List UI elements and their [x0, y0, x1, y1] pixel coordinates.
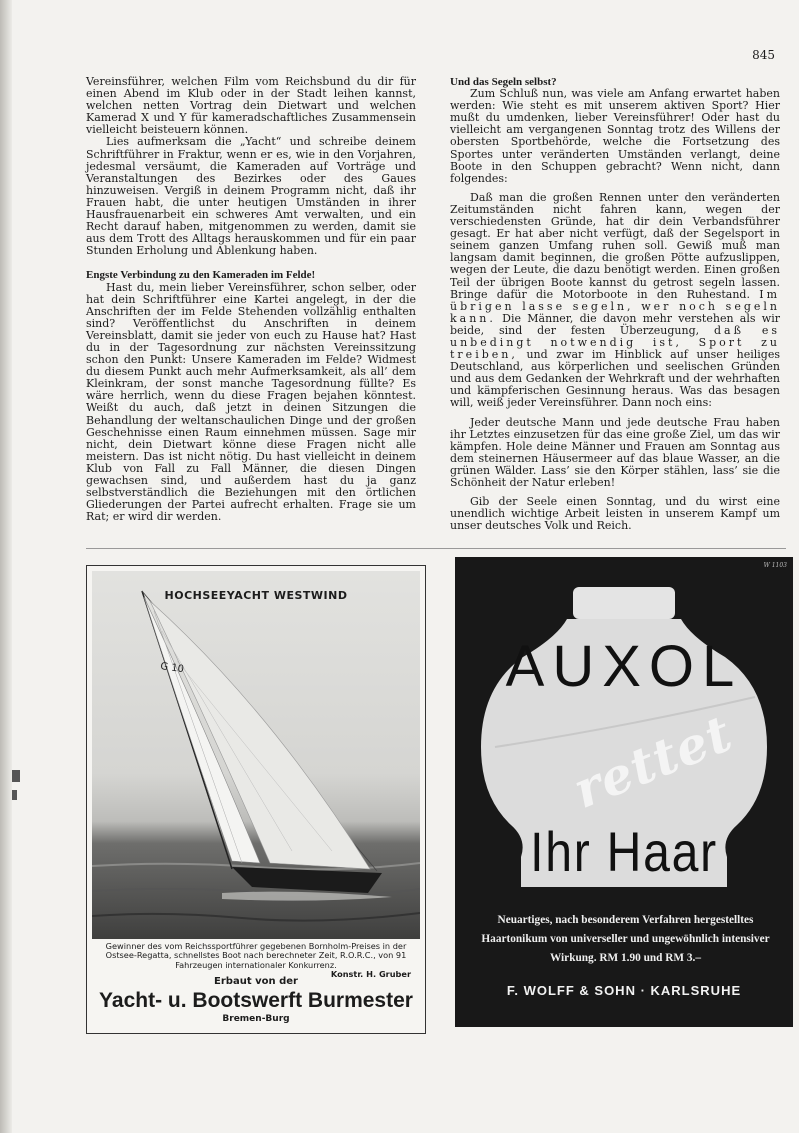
- paragraph: Jeder deutsche Mann und jede deutsche Frau haben ihr Letztes einzusetzen für das eine große Ziel, um das wir kämpfen. Hole deine Männer und Frauen am Sonntag aus dem steinernen Häusermeer auf das blaue Wasser, an die grünen Wälder. Lass’ sie den Körper stählen, lass’ sie die Schönheit der Natur erleben!: [450, 415, 780, 489]
- auxol-advertisement: [455, 557, 793, 1027]
- manufacturer: F. WOLFF & SOHN · KARLSRUHE: [506, 983, 742, 998]
- shipyard-name: Yacht- u. Bootswerft Burmester: [99, 989, 413, 1012]
- ad-code: W 1103: [763, 562, 787, 569]
- section-heading: Und das Segeln selbst?: [450, 76, 557, 88]
- divider: [86, 548, 786, 549]
- page-number: 845: [752, 48, 775, 62]
- product-description: Neuartiges, nach besonderem Verfahren hergestelltes Haartonikum von universeller und ungewöhnlich intensiver Wirkung. RM 1.90 und RM 3.–: [481, 914, 770, 964]
- script-slogan: rettet: [564, 703, 741, 820]
- yacht-advertisement: [86, 565, 426, 1034]
- tagline: Ihr Haar: [530, 820, 718, 883]
- spaced-text: Im übrigen lasse segeln, wer noch segeln kann.: [450, 287, 780, 325]
- paragraph: Lies aufmerksam die „Yacht“ und schreibe deinem Schriftführer in Fraktur, wenn er es, wie in den Vorjahren, jedesmal versäumt, die Kameraden auf Vorträge und Veranstaltungen des Bezirkes oder des Gaues hinzuweisen. Vergiß in deinem Programm nicht, daß ihr Frauen habt, die unter heutigen Umständen in ihrer Hausfrauenarbeit ein schweres Amt verwalten, und ein Recht darauf haben, mitgenommen zu werden, damit sie aus dem Trott des Alltags herauskommen und für ein paar Stunden Erholung und Ablenkung haben.: [86, 135, 416, 258]
- spaced-text: daß es unbedingt notwendig ist, Sport zu treiben,: [450, 323, 780, 362]
- yacht-caption: Gewinner des vom Reichssportführer gegebenen Bornholm-Preises in der Ostsee-Regatta, schnellstes Boot nach berechneter Zeit, R.O.R.C., von 91 Fahrzeugen internationaler Konkurrenz.: [105, 941, 407, 970]
- paragraph: [450, 192, 780, 410]
- page-edge: [0, 0, 12, 1133]
- designer-credit: Konstr. H. Gruber: [330, 969, 411, 979]
- section-heading: Engste Verbindung zu den Kameraden im Felde!: [86, 269, 316, 282]
- shipyard-location: Bremen-Burg: [222, 1014, 290, 1024]
- binding-mark: [12, 770, 20, 782]
- photo-title: HOCHSEEYACHT WESTWIND: [164, 589, 348, 602]
- binding-mark: [12, 790, 17, 800]
- paragraph: Gib der Seele einen Sonntag, und du wirst eine unendlich wichtige Arbeit leisten in unserem Kampf um unser deutsches Volk und Reich.: [450, 495, 780, 533]
- text-span: und zwar im Hinblick auf unser heiliges Deutschland, aus körperlichen und seelischen Gründen und aus dem Gedanken der Wehrkraft und der wehrhaften und kämpferischen Gesinnung heraus. Was das besagen will, weiß jeder Vereinsführer. Dann noch eins:: [450, 348, 781, 410]
- text-span: Die Männer, die davon mehr verstehen als wir beide, sind der festen Überzeugung,: [450, 311, 780, 337]
- left-column: [86, 76, 416, 523]
- sail-number: G 10: [159, 661, 185, 676]
- yacht-photo: [92, 571, 420, 939]
- paragraph: Zum Schluß nun, was viele am Anfang erwartet haben werden: Wie steht es mit unserem aktiven Sport? Hier mußt du umdenken, lieber Vereinsführer! Oder hast du vielleicht am vergangenen Sonntag trotz des Willens der obersten Sportbehörde, welche die Fortsetzung des Sportes unter veränderten Umständen verlangt, deine Boote in den Schuppen gebracht? Wenn nicht, dann folgendes:: [450, 87, 780, 185]
- paragraph: Hast du, mein lieber Vereinsführer, schon selber, oder hat dein Schriftführer eine Kartei angelegt, in der die Anschriften der im Felde Stehenden vollzählig enthalten sind? Veröffentlichst du Anschriften in deinem Vereinsblatt, damit sie jeder von euch zu Hause hat? Hast du in der Tagesordnung zur nächsten Vereinssitzung schon den Punkt: Unsere Kameraden im Felde? Widmest du diesem Punkt auch mehr Aufmerksamkeit, als all’ dem Kleinkram, der sonst manche Tagesordnung füllte? Es wäre herrlich, wenn du diese Fragen bejahen könntest. Weißt du auch, daß jetzt in deinen Sitzungen die Behandlung der weltanschaulichen Dinge und der großen Geschehnisse einen Raum einnehmen müssen. Sage mir nicht, dein Dietwart könne diese Fragen nicht alle meistern. Das ist nicht nötig. Du hast vielleicht in deinem Klub von Fall zu Fall Männer, die diesen Dingen gewachsen sind, und außerdem hast du ja ganz selbstverständlich die Beziehungen mit den örtlichen Gliederungen der Partei aufrecht erhalten. Frage sie um Rat; er wird dir werden.: [86, 280, 416, 524]
- text-span: Daß man die großen Rennen unter den veränderten Zeitumständen nicht fahren kann, wegen der verschiedensten Gründe, hat dir dein Verbandsführer gesagt. Er hat aber nicht verfügt, daß der Segelsport in seinem ganzen Umfang ruhen soll. Gewiß muß man langsam damit beginnen, die großen Pötte aufzuslippen, wegen der Leute, die dazu benötigt werden. Einen großen Teil der übrigen Boote kannst du getrost segeln lassen. Bringe dafür die Motorboote in den Ruhestand.: [450, 190, 780, 301]
- built-by-label: Erbaut von der: [214, 976, 298, 987]
- brand-name: AUXOL: [505, 634, 743, 699]
- paragraph: Vereinsführer, welchen Film vom Reichsbund du dir für einen Abend im Klub oder in der Stadt leihen kannst, welchen netten Vortrag dein Dietwart und welchen Kamerad X und Y für kameradschaftliches Zusammensein vielleicht beisteuern können.: [86, 75, 416, 137]
- sailboat-illustration: [92, 571, 420, 939]
- right-column: [450, 76, 780, 532]
